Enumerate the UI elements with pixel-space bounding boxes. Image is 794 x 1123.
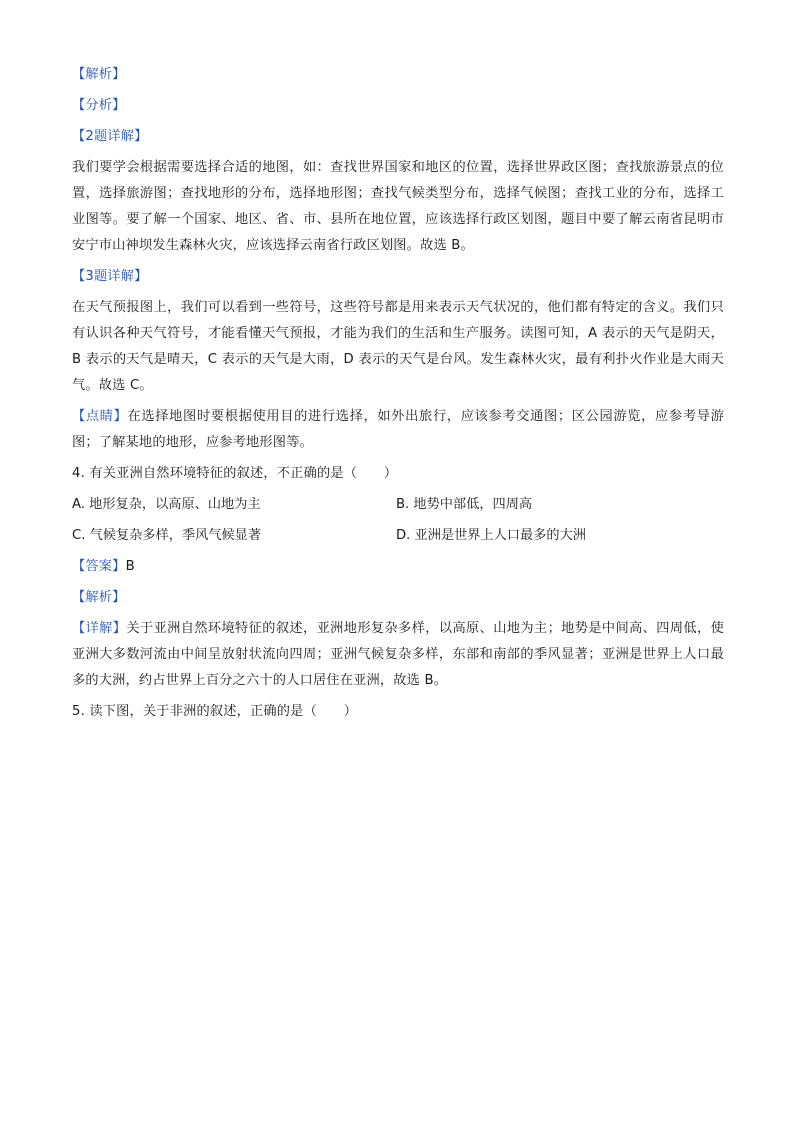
q4-answer: 【答案】B <box>72 559 135 574</box>
q4-option-b: B. 地势中部低，四周高 <box>396 497 533 512</box>
q4-option-a: A. 地形复杂，以高原、山地为主 <box>72 497 261 512</box>
q4-options-row-2 <box>72 523 724 549</box>
q4-stem: 4. 有关亚洲自然环境特征的叙述，不正确的是（ ） <box>72 466 398 481</box>
q5-stem: 5. 读下图，关于非洲的叙述，正确的是（ ） <box>72 704 358 719</box>
q4-option-c: C. 气候复杂多样，季风气候显著 <box>72 528 262 543</box>
fenxi-heading: 【分析】 <box>72 98 126 113</box>
document-content <box>72 62 724 730</box>
q2-detail-heading: 【2题详解】 <box>72 129 148 144</box>
q4-analysis-heading: 【解析】 <box>72 590 126 605</box>
q2-detail-body: 我们要学会根据需要选择合适的地图，如：查找世界国家和地区的位置，选择世界政区图；查找旅游景点的位置，选择旅游图；查找地形的分布，选择地形图；查找气候类型分布，选择气候图；查找工业的分布，选择工业图等。要了解一个国家、地区、省、市、县所在地位置，应该选择行政区划图，题目中要了解云南省昆明市安宁市山神坝发生森林火灾，应该选择云南省行政区划图。故选 B。 <box>72 160 724 253</box>
q4-option-d: D. 亚洲是世界上人口最多的大洲 <box>396 528 586 543</box>
q4-detail: 【详解】关于亚洲自然环境特征的叙述，亚洲地形复杂多样，以高原、山地为主；地势是中间高、四周低，使亚洲大多数河流由中间呈放射状流向四周；亚洲气候复杂多样，东部和南部的季风显著；亚洲是世界上人口最多的大洲，约占世界上百分之六十的人口居住在亚洲，故选 B。 <box>72 621 724 688</box>
q3-detail-body: 在天气预报图上，我们可以看到一些符号，这些符号都是用来表示天气状况的，他们都有特定的含义。我们只有认识各种天气符号，才能看懂天气预报，才能为我们的生活和生产服务。读图可知，A 表示的天气是阴天，B 表示的天气是晴天，C 表示的天气是大雨，D 表示的天气是台风。发生森林火灾，最有利扑火作业是大雨天气。故选 C。 <box>72 300 724 393</box>
analysis-heading: 【解析】 <box>72 67 126 82</box>
q4-options-row-1 <box>72 492 724 518</box>
tip-paragraph: 【点睛】在选择地图时要根据使用目的进行选择，如外出旅行，应该参考交通图；区公园游览，应参考导游图；了解某地的地形，应参考地形图等。 <box>72 409 724 450</box>
q3-detail-heading: 【3题详解】 <box>72 269 148 284</box>
